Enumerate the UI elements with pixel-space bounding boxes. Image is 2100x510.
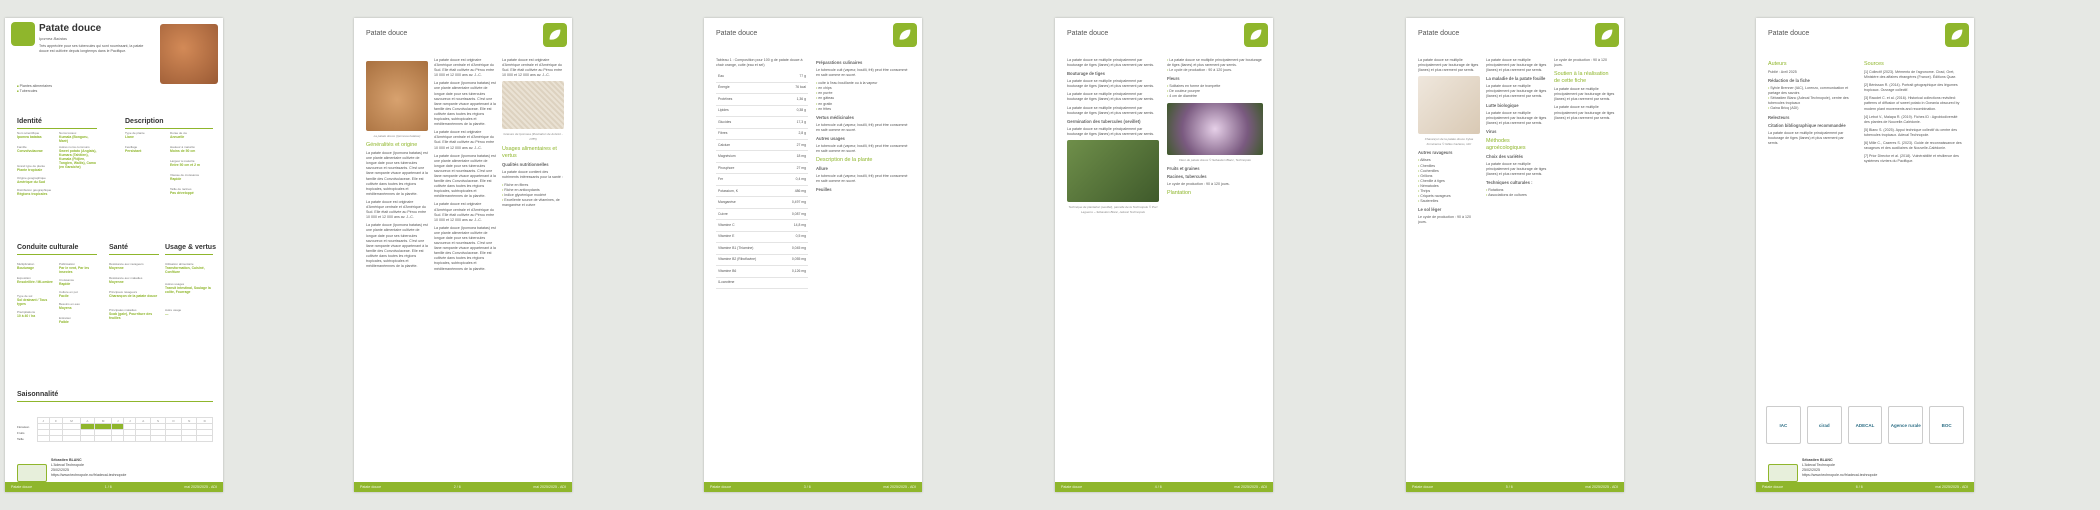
section-heading: Description de la plante	[816, 157, 873, 164]
column: La patate douce est originaire d'Amérique centrale et d'Amérique du Sud. Elle était cultivée au Pérou entre 10 000 et 12 000 ans av. J.-C. La patate douce (Ipomoea batatas) est une plante alimentaire cultivée de longue date pour ses tubercules savoureux et nourrissants. C'est une liane rampante vivace appartenant à la famille des Convolvulaceae. Elle est cultivée dans toutes les régions tropicales, subtropicales et méditerranéennes de la planète. La patate douce est originaire d'Amérique centrale et d'Amérique du Sud. Elle était cultivée au Pérou entre 10 000 et 12 000 ans av. J.-C. La patate douce (Ipomoea batatas) est une plante alimentaire cultivée de longue date pour ses tubercules savoureux et nourrissants. C'est une liane rampante vivace appartenant à la famille des Convolvulaceae. Elle est cultivée dans toutes les régions tropicales, subtropicales et méditerranéennes de la planète. La patate douce est originaire d'Amérique centrale et d'Amérique du Sud. Elle était cultivée au Pérou entre 10 000 et 12 000 ans av. J.-C. La patate douce (Ipomoea batatas) est une plante alimentaire cultivée de longue date pour ses tubercules savoureux et nourrissants. C'est une liane rampante vivace appartenant à la famille des Convolvulaceae. Elle est cultivée dans toutes les régions tropicales, subtropicales et méditerranéennes de la planète.	[434, 58, 496, 271]
field-photo	[1067, 140, 1159, 202]
nutrition-row: Potassium, K 486 mg	[716, 185, 808, 196]
iac-logo: IAC	[1766, 406, 1801, 444]
nutrition-row: Énergie 76 kcal	[716, 82, 808, 93]
technique-list: • Rotations • Associations de cultures	[1486, 188, 1548, 198]
identity-field: Distribution géographique Régions tropicales	[17, 188, 52, 196]
usage-field: Autre usage —	[165, 308, 182, 316]
column: La patate douce se multiplie principalement par bouturage de tiges (lianes) et plus rarement par semis. La maladie de la patate fouille La patate douce se multiplie principalement par bouturage de tiges (lianes) et plus rarement par semis. Lutte biologique La patate douce se multiplie principalement par bouturage de tiges (lianes) et plus rarement par semis. Virus Méthodes agroécologiques Choix des variétés La patate douce se multiplie principalement par bouturage de tiges (lianes) et plus rarement par semis. Techniques culturales : • Rotations • Associations de cultures	[1486, 58, 1548, 474]
season-title: Saisonnalité	[17, 391, 59, 398]
page-footer: Patate douce 3 / 6 mai 2025/2025 - ADI	[704, 482, 922, 492]
section-heading: Méthodes agroécologiques	[1486, 137, 1526, 151]
category-item: ■ Tubercules	[17, 89, 37, 93]
category-item: ■ Plantes alimentaires	[17, 84, 52, 88]
culture-field: Besoins en eau Moyens	[59, 302, 80, 310]
page-footer: Patate douce 4 / 6 mai 2025/2025 - ADI	[1055, 482, 1273, 492]
page-header: Patate douce	[1768, 30, 1810, 37]
leaf-logo-icon	[543, 23, 567, 47]
leaf-logo-icon	[1945, 23, 1969, 47]
description-field: Feuillage Persistant	[125, 145, 142, 153]
column: La patate douce se multiplie principalement par bouturage de tiges (lianes) et plus rarement par semis. Bouturage de tiges La patate douce se multiplie principalement par bouturage de tiges (lianes) et plus rarement par semis. La patate douce se multiplie principalement par bouturage de tiges (lianes) et plus rarement par semis. La patate douce se multiplie principalement par bouturage de tiges (lianes) et plus rarement par semis. Germination des tubercules (sevillet) La patate douce se multiplie principalement par bouturage de tiges (lianes) et plus rarement par semis. Technique de plantation (sevillet), parcelle de la Technopole © Port Laguerre – Sébastien Blanc, Adecal Technopole	[1067, 58, 1158, 215]
agence-rurale-logo: Agence rurale	[1888, 406, 1923, 444]
partner-seal-logo: BOC	[1929, 406, 1964, 444]
culture-field: Croissance Rapide	[59, 278, 75, 286]
description-title: Description	[125, 118, 164, 125]
column: • La patate douce se multiplie principalement par bouturage de tiges (lianes) et plus rarement par semis. • Le cycle de production : 90 à 120 jours. Fleurs • Solitaires en forme de trompette • De couleur pourpre • 4 cm de diamètre Fleur de patate douce © Sébastien Blanc, Technopole Fruits et graines Racines, tubercules Le cycle de production : 90 à 120 jours. Plantation	[1167, 58, 1263, 474]
author-block: Sébastien BLANC L'Adecal Technopole 25/02/2025 https://www.technopole.nc/fr/adecal-technopole	[1802, 458, 1878, 477]
section-heading: Sources	[1864, 61, 1884, 67]
nutrition-row: Vitamine C 14,8 mg	[716, 220, 808, 231]
season-row: Floraison	[17, 424, 213, 430]
nutrition-table	[716, 71, 808, 289]
section-divider	[109, 254, 159, 255]
section-divider	[17, 128, 97, 129]
section-heading: Usages alimentaires et vertus	[502, 145, 557, 159]
health-title: Santé	[109, 244, 129, 251]
season-table: J F M A M J J A S O N D Floraison Fruits Taille	[17, 417, 213, 441]
leaf-logo-icon	[1244, 23, 1268, 47]
nutrition-row: Lipides 0,38 g	[716, 105, 808, 116]
nutrition-row: Glucides 17,3 g	[716, 117, 808, 128]
section-heading: Généralités et origine	[366, 142, 418, 149]
adecal-logo	[17, 464, 47, 482]
culture-field: Exposition Ensoleillée / Mi-ombre	[17, 276, 53, 284]
column: Auteurs Publié : Avril 2025 Rédaction de la fiche • Sylvie Brenner (IAC), Lorenzo, communication et partage des savoirs • Sébastien Blanc (Adecal Technopole), centre des tubercules tropicaux • Gaina Bricq (ADI) Relecteurs Citation bibliographique recommandée La patate douce se multiplie principalement par bouturage de tiges (lianes) et plus rarement par semis.	[1768, 58, 1854, 474]
season-row: Taille	[17, 436, 213, 442]
usage-title: Usage & vertus	[165, 244, 216, 251]
page-header: Patate douce	[1067, 30, 1109, 37]
usage-field: Autres usages Transit intestinal, Soulage la colite, Fourrage	[165, 282, 211, 294]
section-divider	[17, 401, 213, 402]
leaf-logo-icon	[1595, 23, 1619, 47]
engraving-image	[502, 81, 564, 129]
plant-intro: Très appréciée pour ses tubercules qui sont nourrissant, la patate douce est cultivée depuis longtemps dans le Pacifique.	[39, 44, 144, 53]
plant-title: Patate douce	[39, 23, 102, 34]
pest-list: • Altises • Chenilles • Cochenilles • Grillons • Chenille à tiges • Nématodes • Thrips • Criquets ravageurs • Sauterelles	[1418, 158, 1480, 204]
pest-photo	[1418, 76, 1480, 134]
page-5	[1406, 18, 1624, 492]
leaf-icon	[11, 22, 35, 46]
column: Préparations culinaires Le tubercule cuit (vapeur, bouilli, frit) peut être consommé en salé comme en sucré. • cuite à l'eau bouillante ou à la vapeur • en chips • en purée • en gâteau • en gratin • en frites Vertus médicinales Le tubercule cuit (vapeur, bouilli, frit) peut être consommé en salé comme en sucré. Autres usages Le tubercule cuit (vapeur, bouilli, frit) peut être consommé en salé comme en sucré. Description de la plante Allure Le tubercule cuit (vapeur, bouilli, frit) peut être consommé en salé comme en sucré. Feuilles	[816, 58, 912, 474]
nutrition-row: Magnésium 18 mg	[716, 151, 808, 162]
culture-field: Culture en pot Facile	[59, 290, 78, 298]
section-divider	[17, 254, 97, 255]
nutrition-row: Vitamine B2 (Riboflavine) 0,055 mg	[716, 254, 808, 265]
nutrition-row: Fer 0,4 mg	[716, 174, 808, 185]
culture-field: Précipitations 10 à 40 / ha	[17, 310, 36, 318]
page-footer: Patate douce 1 / 6 mai 2025/2025 - ADI	[5, 482, 223, 492]
nutrition-row: ß-carotène	[716, 277, 808, 288]
identity-field: Grand type de plante Plante tropicale	[17, 164, 46, 172]
section-heading: Auteurs	[1768, 61, 1787, 67]
nutrition-row: Protéines 1,36 g	[716, 94, 808, 105]
description-field: Taille de racines Pas développé	[170, 187, 194, 195]
health-field: Principales maladies Scab (gale), Pourriture des feuilles	[109, 308, 153, 320]
section-heading: Soutien à la réalisation de cette fiche	[1554, 71, 1609, 85]
identity-title: Identité	[17, 118, 42, 125]
column: Tableau 1 : Composition pour 100 g de patate douce à chair orange, cuite (eau et sel) Eau 77 g Énergie 76 kcal Protéines 1,36 g Lipides 0,38 g Glucides 17,3 g Fibres 2,8 g Calcium 27 mg Magnésium 18 mg Phosphore 27 mg Fer 0,4 mg Potassium, K 486 mg Manganèse 0,497 mg Cuivre 0,087 mg Vitamine C 14,8 mg Vitamine E 0,5 mg Vitamine B1 (Thiamine) 0,045 mg Vitamine B2 (Riboflavine) 0,055 mg Vitamine B6 0,126 mg ß-carotène	[716, 58, 808, 474]
section-divider	[165, 254, 213, 255]
page-6	[1756, 18, 1974, 492]
page-header: Patate douce	[1418, 30, 1460, 37]
health-field: Résistance aux maladies Moyenne	[109, 276, 143, 284]
identity-field: Noms locaux Kumala (Bonguru, Marè)	[59, 131, 89, 143]
description-field: Vitesse de croissance Rapide	[170, 173, 200, 181]
description-field: Largeur à maturité Entre 50 cm et 2 m	[170, 159, 200, 167]
nutrition-row: Fibres 2,8 g	[716, 128, 808, 139]
page-3	[704, 18, 922, 492]
column: Sources [1] Collectif (2023). Mémento de l'agronome. Cirad, Gret, Ministère des affaires étrangères (France). Éditions Quae. [2] Bénissan R. (2014). Portrait géographique des légumes tropicaux. Ouvrage collectif. [3] Racolet C. et al. (2016). Historical collections revisited: patterns of diffusion of sweet potato in Oceania obscured by modern plant movements and recombination. [4] Lebot V., Malapa R. (2019). Fiches ID : Agrobiodiversité des plantes de Nouvelle-Calédonie. [5] Blanc S. (2025). Appui technique collectif du centre des tubercules tropicaux. Adecal Technopole. [6] Mille C., Cazeres S. (2023). Guide de reconnaissance des ravageurs et des auxiliaires de Nouvelle-Calédonie. [7] Prior Director et al. (2018). Vulnérabilité et résilience des systèmes vivriers du Pacifique.	[1864, 58, 1964, 474]
plant-latin-name: Ipomea Batatas	[39, 36, 68, 41]
nutrition-row: Manganèse 0,497 mg	[716, 197, 808, 208]
page-4	[1055, 18, 1273, 492]
identity-field: Nom scientifique Ipomea batatas	[17, 131, 42, 139]
adecal-logo: ADECAL	[1848, 406, 1883, 444]
culture-title: Conduite culturale	[17, 244, 79, 251]
nutrition-row: Eau 77 g	[716, 71, 808, 82]
prep-list: • cuite à l'eau bouillante ou à la vapeur • en chips • en purée • en gâteau • en gratin • en frites	[816, 81, 912, 112]
page-footer: Patate douce 2 / 6 mai 2025/2025 - ADI	[354, 482, 572, 492]
season-row: Fruits	[17, 430, 213, 436]
adecal-logo	[1768, 464, 1798, 482]
column: La patate douce est originaire d'Amérique centrale et d'Amérique du Sud. Elle était cultivée au Pérou entre 10 000 et 12 000 ans av. J.-C. Gravure de Ipomoea (Illustration de Aubriet - 1785) Usages alimentaires et vertus Qualités nutritionnelles La patate douce contient des nutriments intéressants pour la santé : • Riche en fibres • Riche en antioxydants • Indice glycémique modéré • Excellente source de vitamines, de manganèse et cuivre	[502, 58, 564, 474]
culture-field: Multiplication Bouturage	[17, 262, 35, 270]
usage-field: Utilisation alimentaire Transformation, Cuisiné, Confiture	[165, 262, 205, 274]
column: La patate douce (Ipomoea batatas) Généralités et origine La patate douce (Ipomoea batatas) est une plante alimentaire cultivée de longue date pour ses tubercules savoureux et nourrissants. C'est une liane rampante vivace appartenant à la famille des Convolvulaceae. Elle est cultivée dans toutes les régions tropicales, subtropicales et méditerranéennes de la planète. La patate douce est originaire d'Amérique centrale et d'Amérique du Sud. Elle était cultivée au Pérou entre 10 000 et 12 000 ans av. J.-C. La patate douce (Ipomoea batatas) est une plante alimentaire cultivée de longue date pour ses tubercules savoureux et nourrissants. C'est une liane rampante vivace appartenant à la famille des Convolvulaceae. Elle est cultivée dans toutes les régions tropicales, subtropicales et méditerranéennes de la planète.	[366, 58, 428, 474]
flower-photo	[1167, 103, 1263, 155]
nutrition-row: Calcium 27 mg	[716, 140, 808, 151]
description-field: Durée de vie Annuelle	[170, 131, 188, 139]
identity-field: Famille Convolvulaceae	[17, 145, 43, 153]
cirad-logo: cirad	[1807, 406, 1842, 444]
health-field: Résistance aux ravageurs Moyenne	[109, 262, 144, 270]
section-divider	[125, 128, 213, 129]
flower-list: • Solitaires en forme de trompette • De couleur pourpre • 4 cm de diamètre	[1167, 84, 1263, 99]
sweet-potato-photo	[160, 24, 218, 84]
page-2	[354, 18, 572, 492]
health-field: Principaux ravageurs Charançon de la patate douce	[109, 290, 158, 298]
description-field: Type de plante Liane	[125, 131, 145, 139]
page-1	[5, 18, 223, 492]
planting-steps: • La patate douce se multiplie principalement par bouturage de tiges (lianes) et plus rarement par semis. • Le cycle de production : 90 à 120 jours.	[1167, 58, 1263, 73]
culture-field: Entretien Faible	[59, 316, 72, 324]
nutrition-row: Vitamine B6 0,126 mg	[716, 266, 808, 277]
nutrition-row: Vitamine B1 (Thiamine) 0,045 mg	[716, 243, 808, 254]
category-list	[17, 84, 52, 94]
description-field: Hauteur à maturité Moins de 50 cm	[170, 145, 196, 153]
author-block: Sébastien BLANC L'Adecal Technopole 25/02/2025 https://www.technopole.nc/fr/adecal-technopole	[51, 458, 127, 477]
column: La patate douce se multiplie principalement par bouturage de tiges (lianes) et plus rarement par semis. Charançon de la patate douce Cylas formicarius © Gilles Cazères, IAC Autres ravageurs • Altises • Chenilles • Cochenilles • Grillons • Chenille à tiges • Nématodes • Thrips • Criquets ravageurs • Sauterelles Le sol léger Le cycle de production : 90 à 120 jours.	[1418, 58, 1480, 474]
identity-field: Autres noms communs Sweet potato (Anglais), Kumara (Tahitien), Kumala (Fidjien, Tongien, Wallis), Camo (en Garaiche)	[59, 145, 97, 169]
page-header: Patate douce	[716, 30, 758, 37]
author-list: • Sylvie Brenner (IAC), Lorenzo, communication et partage des savoirs • Sébastien Blanc (Adecal Technopole), centre des tubercules tropicaux • Gaina Bricq (ADI)	[1768, 86, 1854, 111]
nutrition-row: Vitamine E 0,5 mg	[716, 231, 808, 242]
culture-field: Pollinisation Par le vent, Par les insectes	[59, 262, 90, 274]
page-footer: Patate douce 6 / 6 mai 2025/2025 - ADI	[1756, 482, 1974, 492]
partner-logos	[1766, 406, 1964, 444]
nutrition-row: Phosphore 27 mg	[716, 162, 808, 173]
nutrition-row: Cuivre 0,087 mg	[716, 208, 808, 219]
identity-field: Origine géographique Amérique du Sud	[17, 176, 46, 184]
leaf-logo-icon	[893, 23, 917, 47]
nutrient-list: • Riche en fibres • Riche en antioxydants • Indice glycémique modéré • Excellente source de vitamines, de manganèse et cuivre	[502, 183, 564, 208]
page-footer: Patate douce 5 / 6 mai 2025/2025 - ADI	[1406, 482, 1624, 492]
page-header: Patate douce	[366, 30, 408, 37]
sweet-potato-photo	[366, 61, 428, 131]
section-heading: Plantation	[1167, 189, 1191, 196]
column: Le cycle de production : 90 à 120 jours. Soutien à la réalisation de cette fiche La patate douce se multiplie principalement par bouturage de tiges (lianes) et plus rarement par semis. La patate douce se multiplie principalement par bouturage de tiges (lianes) et plus rarement par semis.	[1554, 58, 1615, 120]
culture-field: Type de sol Sol drainant / Tous types	[17, 294, 48, 306]
